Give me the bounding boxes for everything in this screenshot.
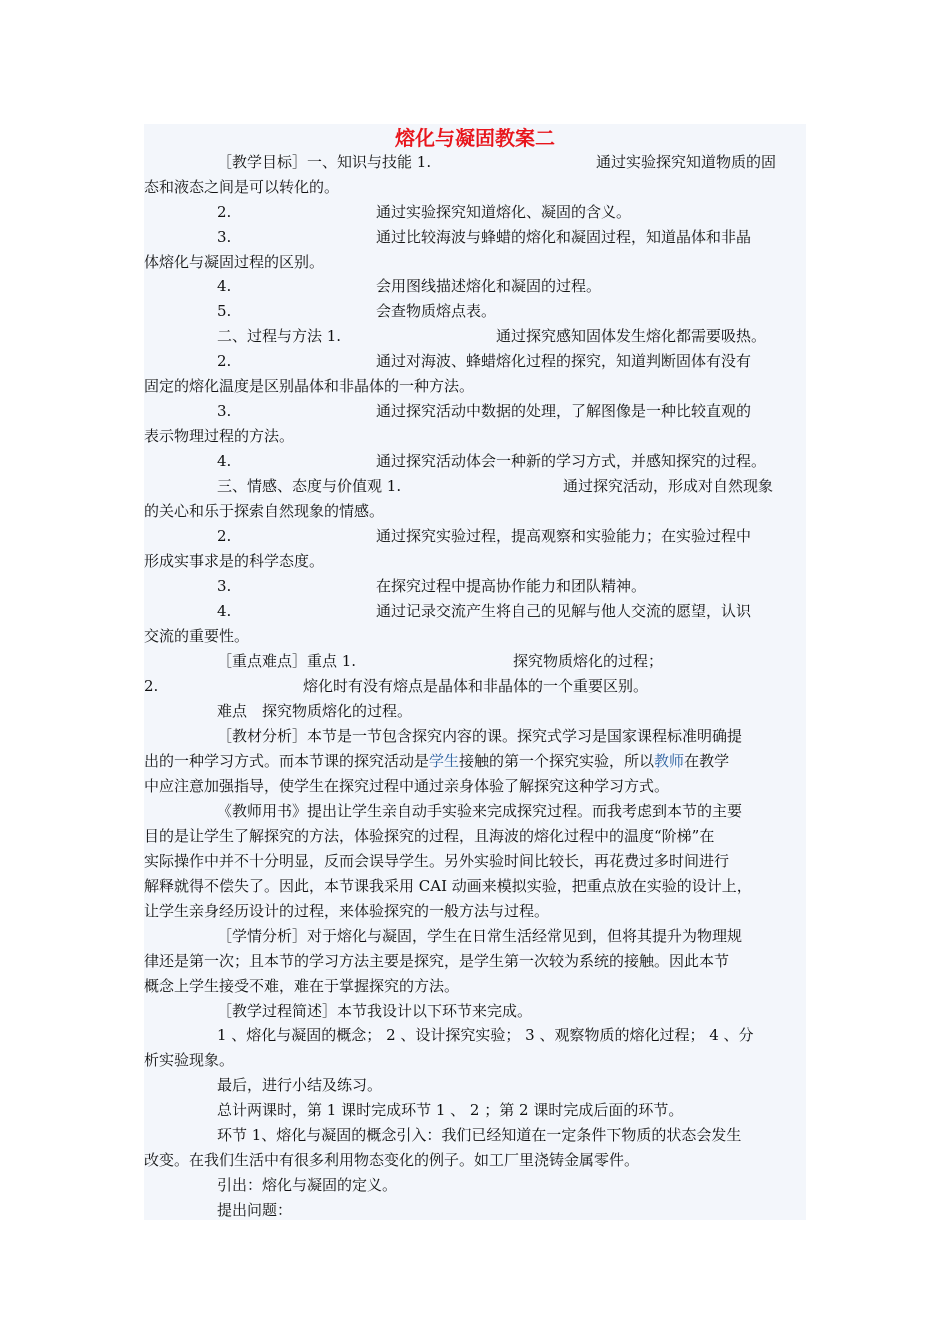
text-line: 通过探究感知固体发生熔化都需要吸热。 — [496, 327, 767, 345]
text-line: 解释就得不偿失了。因此，本节课我采用 CAI 动画来模拟实验，把重点放在实验的设计上， — [144, 877, 752, 895]
text-line: 4. — [217, 277, 232, 295]
text-line: 3. — [217, 577, 232, 595]
text-line: 通过记录交流产生将自己的见解与他人交流的愿望，认识 — [376, 602, 752, 620]
text-line: 难点 探究物质熔化的过程。 — [217, 702, 413, 720]
link-student[interactable]: 学生 — [429, 752, 460, 770]
text-line: 态和液态之间是可以转化的。 — [144, 178, 340, 196]
text-line: 4. — [217, 602, 232, 620]
text-line: 通过探究活动体会一种新的学习方式，并感知探究的过程。 — [376, 452, 767, 470]
text-line: 《教师用书》提出让学生亲自动手实验来完成探究过程。而我考虑到本节的主要 — [217, 802, 743, 820]
text-line: 环节 1、熔化与凝固的概念引入：我们已经知道在一定条件下物质的状态会发生 — [217, 1126, 742, 1144]
text-line-with-links — [144, 751, 729, 771]
text-line: 通过探究活动中数据的处理，了解图像是一种比较直观的 — [376, 402, 752, 420]
text-line: 5. — [217, 302, 232, 320]
text-line: 律还是第一次；且本节的学习方法主要是探究，是学生第一次较为系统的接触。因此本节 — [144, 952, 730, 970]
text-line: 通过探究实验过程，提高观察和实验能力；在实验过程中 — [376, 527, 752, 545]
document-title: 熔化与凝固教案二 — [395, 126, 555, 150]
text-line: ［重点难点］重点 1. — [217, 652, 357, 670]
text-line: 引出：熔化与凝固的定义。 — [217, 1176, 398, 1194]
text-line: ［教材分析］本节是一节包含探究内容的课。探究式学习是国家课程标准明确提 — [217, 727, 743, 745]
text-line: 3. — [217, 402, 232, 420]
text-line: 二、过程与方法 1. — [217, 327, 342, 345]
text-line: 通过实验探究知道熔化、凝固的含义。 — [376, 203, 632, 221]
text-line: 让学生亲身经历设计的过程，来体验探究的一般方法与过程。 — [144, 902, 550, 920]
text-span: 接触的第一个探究实验，所以 — [459, 752, 655, 770]
text-line: 会查物质熔点表。 — [376, 302, 497, 320]
text-line: 三、情感、态度与价值观 1. — [217, 477, 402, 495]
text-line: 交流的重要性。 — [144, 627, 250, 645]
text-line: 改变。在我们生活中有很多利用物态变化的例子。如工厂里浇铸金属零件。 — [144, 1151, 640, 1169]
text-line: ［学情分析］对于熔化与凝固，学生在日常生活经常见到，但将其提升为物理规 — [217, 927, 743, 945]
link-teacher[interactable]: 教师 — [654, 752, 685, 770]
text-line: 的关心和乐于探索自然现象的情感。 — [144, 502, 385, 520]
text-line: 在探究过程中提高协作能力和团队精神。 — [376, 577, 647, 595]
text-line: 概念上学生接受不难，难在于掌握探究的方法。 — [144, 977, 460, 995]
text-line: 析实验现象。 — [144, 1051, 235, 1069]
text-line: 通过探究活动，形成对自然现象 — [563, 477, 774, 495]
text-line: 通过对海波、蜂蜡熔化过程的探究，知道判断固体有没有 — [376, 352, 752, 370]
text-line: 2. — [217, 203, 232, 221]
text-line: 通过实验探究知道物质的固 — [596, 153, 777, 171]
text-line: 1 、熔化与凝固的概念； 2 、设计探究实验； 3 、观察物质的熔化过程； 4 、分 — [217, 1026, 754, 1044]
text-span: 出的一种学习方式。而本节课的探究活动是 — [144, 752, 430, 770]
text-line: 中应注意加强指导，使学生在探究过程中通过亲身体验了解探究这种学习方式。 — [144, 777, 670, 795]
text-line: 熔化时有没有熔点是晶体和非晶体的一个重要区别。 — [303, 677, 649, 695]
text-line: 提出问题： — [217, 1201, 293, 1219]
text-line: ［教学目标］一、知识与技能 1. — [217, 153, 432, 171]
text-line: 2. — [217, 352, 232, 370]
text-line: 会用图线描述熔化和凝固的过程。 — [376, 277, 602, 295]
text-line: 体熔化与凝固过程的区别。 — [144, 253, 325, 271]
text-line: 表示物理过程的方法。 — [144, 427, 295, 445]
text-span: 在教学 — [684, 752, 730, 770]
text-line: 2. — [217, 527, 232, 545]
text-line: 通过比较海波与蜂蜡的熔化和凝固过程，知道晶体和非晶 — [376, 228, 752, 246]
text-line: 4. — [217, 452, 232, 470]
text-line: 固定的熔化温度是区别晶体和非晶体的一种方法。 — [144, 377, 475, 395]
text-line: 最后，进行小结及练习。 — [217, 1076, 383, 1094]
text-line: ［教学过程简述］本节我设计以下环节来完成。 — [217, 1002, 533, 1020]
text-line: 实际操作中并不十分明显，反而会误导学生。另外实验时间比较长，再花费过多时间进行 — [144, 852, 730, 870]
text-line: 形成实事求是的科学态度。 — [144, 552, 325, 570]
text-line: 探究物质熔化的过程； — [513, 652, 664, 670]
text-line: 目的是让学生了解探究的方法，体验探究的过程，且海波的熔化过程中的温度“阶梯”在 — [144, 827, 715, 845]
text-line: 3. — [217, 228, 232, 246]
text-line: 总计两课时，第 1 课时完成环节 1 、 2 ；第 2 课时完成后面的环节。 — [217, 1101, 684, 1119]
text-line: 2. — [144, 677, 159, 695]
